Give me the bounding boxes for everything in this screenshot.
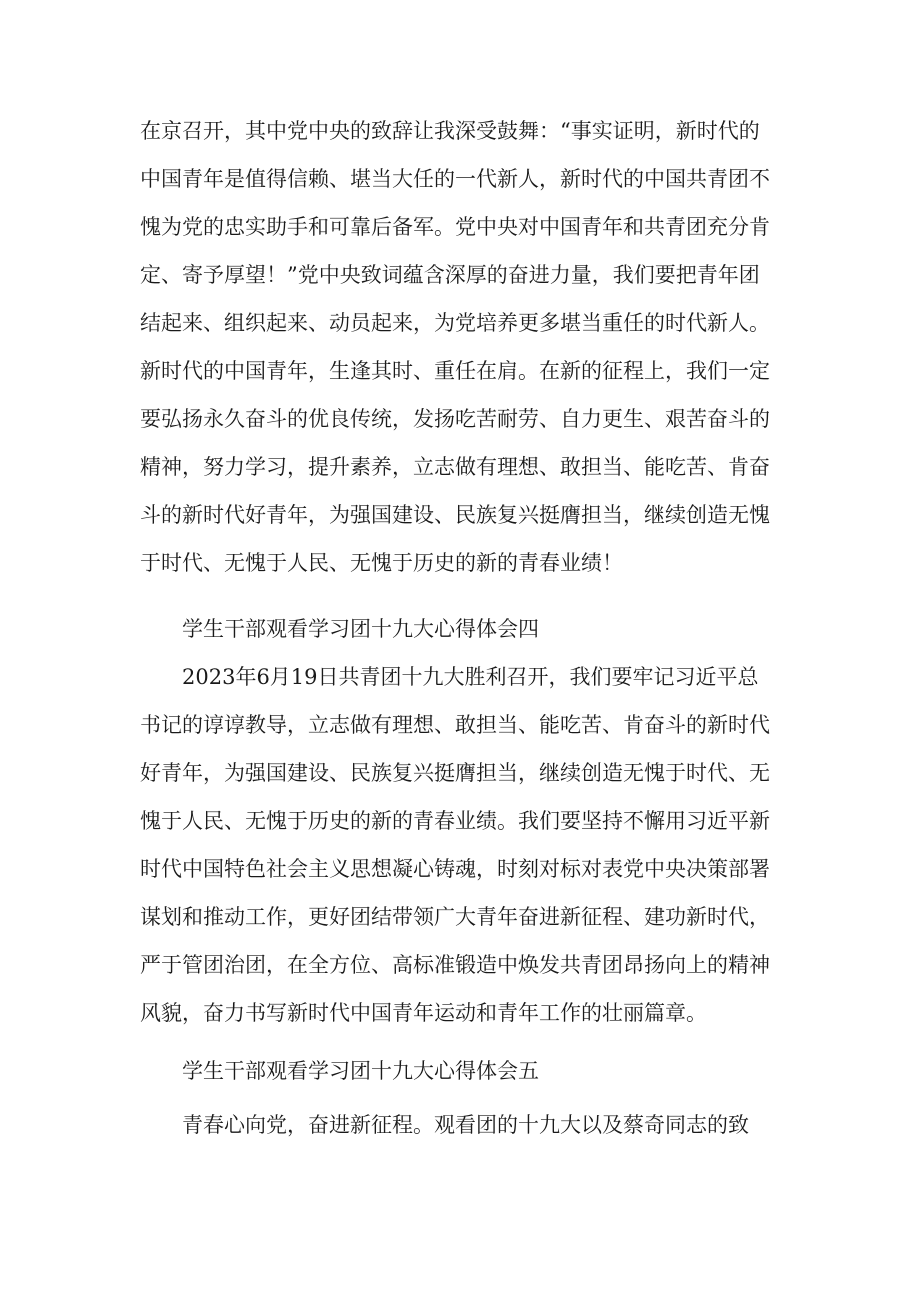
text-line: 2023年6月19日共青团十九大胜利召开，我们要牢记习近平总 xyxy=(182,665,759,689)
text-line: 中国青年是值得信赖、堪当大任的一代新人，新时代的中国共青团不 xyxy=(140,167,770,191)
text-line: 书记的谆谆教导，立志做有理想、敢担当、能吃苦、肯奋斗的新时代 xyxy=(140,713,770,737)
section-4-heading: 学生干部观看学习团十九大心得体会四 xyxy=(182,617,539,641)
text-line: 时代中国特色社会主义思想凝心铸魂，时刻对标对表党中央决策部署 xyxy=(140,857,770,881)
paragraph-continued xyxy=(140,107,790,587)
text-line: 愧为党的忠实助手和可靠后备军。党中央对中国青年和共青团充分肯 xyxy=(140,215,770,239)
text-line: 严于管团治团，在全方位、高标准锻造中焕发共青团昂扬向上的精神 xyxy=(140,953,770,977)
section-5-paragraph xyxy=(140,1101,790,1149)
text-line: 定、寄予厚望！”党中央致词蕴含深厚的奋进力量，我们要把青年团 xyxy=(140,263,760,287)
text-line: 斗的新时代好青年，为强国建设、民族复兴挺膺担当，继续创造无愧 xyxy=(140,503,770,527)
text-line: 于时代、无愧于人民、无愧于历史的新的青春业绩！ xyxy=(140,551,623,575)
section-4-paragraph xyxy=(140,653,790,1037)
text-line: 精神，努力学习，提升素养，立志做有理想、敢担当、能吃苦、肯奋 xyxy=(140,455,770,479)
text-line: 谋划和推动工作，更好团结带领广大青年奋进新征程、建功新时代， xyxy=(140,905,770,929)
section-5-heading: 学生干部观看学习团十九大心得体会五 xyxy=(182,1059,539,1083)
text-line: 在京召开，其中党中央的致辞让我深受鼓舞：“事实证明，新时代的 xyxy=(140,119,760,143)
text-line: 要弘扬永久奋斗的优良传统，发扬吃苦耐劳、自力更生、艰苦奋斗的 xyxy=(140,407,770,431)
text-line: 结起来、组织起来、动员起来，为党培养更多堪当重任的时代新人。 xyxy=(140,311,770,335)
text-line: 风貌，奋力书写新时代中国青年运动和青年工作的壮丽篇章。 xyxy=(140,1001,707,1025)
text-line: 新时代的中国青年，生逢其时、重任在肩。在新的征程上，我们一定 xyxy=(140,359,770,383)
text-line: 好青年，为强国建设、民族复兴挺膺担当，继续创造无愧于时代、无 xyxy=(140,761,770,785)
text-line: 愧于人民、无愧于历史的新的青春业绩。我们要坚持不懈用习近平新 xyxy=(140,809,770,833)
text-line: 青春心向党，奋进新征程。观看团的十九大以及蔡奇同志的致 xyxy=(182,1113,749,1137)
